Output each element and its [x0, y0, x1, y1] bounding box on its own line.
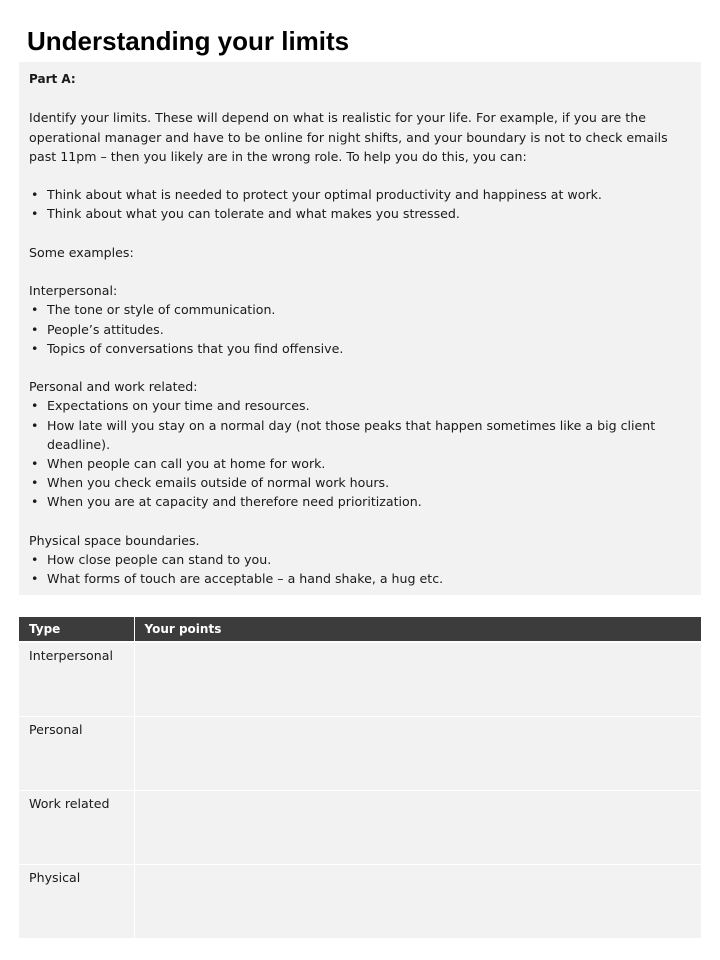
group-heading-physical: Physical space boundaries.: [29, 532, 200, 548]
list-item: [29, 396, 691, 415]
part-a-panel: [19, 62, 701, 595]
list-item: [29, 339, 691, 358]
list-item: [29, 550, 691, 569]
bullet-icon: •: [31, 571, 39, 587]
list-item: [29, 473, 691, 492]
group-heading-personal-work: Personal and work related:: [29, 379, 198, 395]
list-item: [29, 454, 691, 473]
bullet-icon: •: [31, 340, 39, 356]
list-item-text: What forms of touch are acceptable – a hand shake, a hug etc.: [47, 571, 444, 587]
bullet-icon: •: [31, 417, 39, 433]
type-cell: Work related: [19, 790, 134, 864]
list-item: [29, 416, 691, 454]
list-item-text: Think about what is needed to protect your optimal productivity and happiness at work.: [47, 187, 602, 203]
list-item-text: When you are at capacity and therefore need prioritization.: [47, 494, 422, 510]
list-item: [29, 300, 691, 319]
list-item: [29, 569, 691, 588]
bullet-icon: •: [31, 494, 39, 510]
interpersonal-list: [29, 300, 691, 358]
examples-heading: Some examples:: [29, 244, 134, 260]
tips-list: [29, 185, 691, 223]
physical-list: [29, 550, 691, 588]
intro-paragraph: Identify your limits. These will depend on what is realistic for your life. For example, if you are the operational manager and have to be online for night shifts, and your boundary is not to check emails past 11pm – then you likely are in the wrong role. To help you do this, you can:: [29, 110, 668, 164]
list-item-text: When you check emails outside of normal work hours.: [47, 475, 390, 491]
type-cell: Interpersonal: [19, 642, 134, 716]
list-item-text: People’s attitudes.: [47, 321, 164, 337]
bullet-icon: •: [31, 398, 39, 414]
bullet-icon: •: [31, 475, 39, 491]
bullet-icon: •: [31, 455, 39, 471]
points-cell[interactable]: [134, 790, 701, 864]
bullet-icon: •: [31, 321, 39, 337]
list-item-text: How close people can stand to you.: [47, 551, 272, 567]
group-heading-interpersonal: Interpersonal:: [29, 283, 118, 299]
bullet-icon: •: [31, 206, 39, 222]
bullet-icon: •: [31, 187, 39, 203]
points-cell[interactable]: [134, 642, 701, 716]
list-item: [29, 204, 691, 223]
page-title: Understanding your limits: [27, 26, 350, 56]
list-item: [29, 492, 691, 511]
points-table: [19, 617, 701, 938]
list-item-text: Expectations on your time and resources.: [47, 398, 310, 414]
bullet-icon: •: [31, 302, 39, 318]
bullet-icon: •: [31, 551, 39, 567]
table-row: [19, 864, 701, 938]
list-item-text: How late will you stay on a normal day (not those peaks that happen sometimes like a big client deadline).: [47, 417, 656, 452]
points-cell[interactable]: [134, 716, 701, 790]
personal-work-list: [29, 396, 691, 511]
list-item: [29, 185, 691, 204]
type-cell: Personal: [19, 716, 134, 790]
column-header-your-points: Your points: [134, 617, 701, 642]
table-row: [19, 716, 701, 790]
list-item-text: When people can call you at home for work.: [47, 455, 326, 471]
list-item-text: The tone or style of communication.: [47, 302, 276, 318]
table-row: [19, 790, 701, 864]
list-item: [29, 320, 691, 339]
list-item-text: Think about what you can tolerate and what makes you stressed.: [47, 206, 460, 222]
column-header-type: Type: [19, 617, 134, 642]
table-header-row: [19, 617, 701, 642]
points-cell[interactable]: [134, 864, 701, 938]
type-cell: Physical: [19, 864, 134, 938]
part-label: Part A:: [29, 72, 76, 86]
table-row: [19, 642, 701, 716]
list-item-text: Topics of conversations that you find offensive.: [47, 340, 344, 356]
